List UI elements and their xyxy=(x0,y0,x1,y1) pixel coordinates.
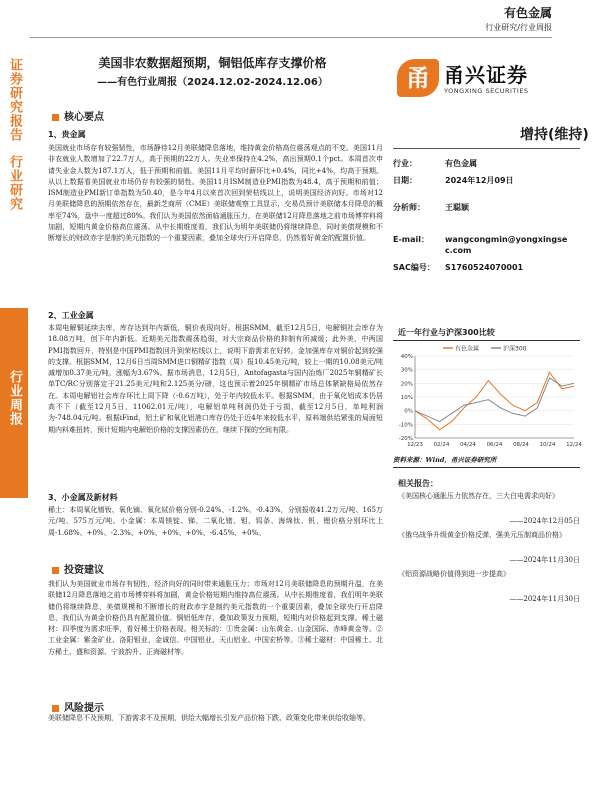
info-sac xyxy=(393,262,523,273)
header-divider xyxy=(30,37,552,38)
section-advice xyxy=(52,561,104,576)
paragraph-industrial: 本周电解铜延续去库，库存达到年内新低，铜价表现向好。根据SMM，截至12月5日，电解铜社会库存为18.08万吨，创下年内新低。近期美元指数震荡趋弱，对大宗商品价格的抑制有所减缓；此外美、中两国PMI指数回升，特别是中国PMI指数回升到荣枯线以上，说明下游需求在好转，金加强库存对铜价起到较强的支撑。根据SMM，12月6日当周SMM进口铜精矿指数（周）报10.45美元/吨，较上一期的10.08美元/吨减增加0.37美元/吨，涨幅为3.67%。据市场消息，12月5日，Antofagasta与国内冶炼厂2025年铜精矿长单TC/RC分别落定于21.25美元/吨和2.125美分/磅，这也预示着2025年铜精矿市场总体紧缺格局依然存在。本周电解铝社会库存环比上周下降（-0.6万吨），处于年内较低水平。根据SMM，由于氧化铝成本仍居高不下（截至12月5日，11062.01元/吨），电解铝单吨利润仍处于亏损，截至12月5日，单吨利润为-748.04元/吨。根据iFind，铝土矿和氧化铝港口库存仍处于近4年来较低水平，原料端供给紧张的局面短期内料难扭转，预计短期内电解铝价格的支撑因素仍在，继续下探的空间有限。 xyxy=(48,324,383,434)
info-industry-label: 行业： xyxy=(393,159,417,168)
x-tick-label: 12/24 xyxy=(566,442,582,448)
performance-chart xyxy=(393,342,580,452)
info-email-label: E-mail： xyxy=(393,235,430,244)
logo-mark-icon: 甬 xyxy=(397,59,439,97)
x-tick-label: 04/24 xyxy=(460,442,476,448)
report-subtitle: ——有色行业周报（2024.12.02-2024.12.06） xyxy=(97,77,328,88)
paragraph-advice: 我们认为美国就业市场存有韧性，经济向好的同时带来通胀压力；市场对12月美联储降息的预期升温，在美联储12月降息落地之前市场博弈料将加剧，黄金价格短期内维持高位震荡。从中长期维度看，我们明年美联储仍将继续降息，美债规模和不断增长的财政赤字是制约美元指数的一个重要因素，叠加全球央行开启降息，我们认为黄金价格仍具有配置价值。铜铝低库存，叠加政策发力预期，短期内对价格起到支撑。稀土磁材：四季度为需求旺季，看好稀土价格表现。相关标的：①贵金属：山东黄金、山金国际、赤峰黄金等。②工业金属：紫金矿业、洛阳钼业、金诚信、中国铝业、天山铝业、中国宏桥等。③稀土磁材：中国稀土、北方稀土、盛和资源、宁波韵升、正海磁材等。 xyxy=(48,580,383,656)
y-tick-label: 30% xyxy=(400,367,413,374)
y-tick-label: -20% xyxy=(398,436,413,442)
chart-top-rule xyxy=(393,340,580,341)
section-core xyxy=(52,108,104,123)
info-industry-value: 有色金属 xyxy=(445,159,477,168)
sidebar-label-industry: 行业研究 xyxy=(7,155,22,211)
info-email xyxy=(393,234,567,245)
series-line xyxy=(415,378,574,422)
section-risk xyxy=(52,699,104,714)
sidebar-label-weekly: 行业周报 xyxy=(7,370,22,426)
related-item[interactable]: 《俄乌战争升级黄金价格反弹，强美元压制商品价格》 xyxy=(398,531,566,539)
subhead-precious: 1、贵金属 xyxy=(48,130,86,139)
section-advice-label: 投资建议 xyxy=(64,565,104,576)
related-date: ——2024年12月05日 xyxy=(509,517,580,525)
header-category: 行业研究/行业周报 xyxy=(485,23,552,32)
related-item[interactable]: 《美国核心通胀压力依然存在，三大白电需求向好》 xyxy=(398,492,559,500)
related-date: ——2024年11月30日 xyxy=(509,595,580,603)
info-date-value: 2024年12月09日 xyxy=(445,176,514,185)
y-tick-label: 40% xyxy=(400,354,413,360)
info-analyst-value: 王聪颖 xyxy=(445,203,469,212)
info-analyst-label: 分析师： xyxy=(393,203,425,212)
y-tick-label: 10% xyxy=(400,395,413,401)
section-risk-label: 风险提示 xyxy=(64,703,104,714)
rating-divider xyxy=(393,148,580,149)
info-sac-value: S1760524070001 xyxy=(445,263,524,272)
bullet-icon xyxy=(52,705,59,712)
related-title: 相关报告： xyxy=(398,479,438,488)
info-industry xyxy=(393,158,477,169)
x-tick-label: 12/23 xyxy=(407,442,423,448)
paragraph-minor-metals: 稀土：本周氧化镨钕、氧化镝、氧化铽价格分别-0.24%、-1.2%、-0.43%，分别报收41.2万元/吨、165万元/吨、575万元/吨。小金属：本周镁锭、锑、二氧化锗、钼、钨条、海绵钛、钒、锂价格分别环比上周-1.68%、+0%、-2.3%、+0%、+0%、+0%、-6.45%、+0%。 xyxy=(48,506,383,537)
related-date: ——2024年11月30日 xyxy=(509,556,580,564)
x-tick-label: 10/24 xyxy=(539,442,556,448)
paragraph-risk: 美联储降息不及预期，下游需求不及预期，供给大幅增长引发产品价格下跌、政策变化带来供给收缩等。 xyxy=(48,714,370,722)
y-tick-label: 0% xyxy=(404,408,413,415)
x-tick-label: 06/24 xyxy=(486,442,503,448)
section-core-label: 核心要点 xyxy=(64,112,104,123)
subhead-minor-metals: 3、小金属及新材料 xyxy=(48,493,118,502)
header-industry: 有色金属 xyxy=(503,6,552,20)
company-logo xyxy=(397,55,557,105)
subhead-industrial: 2、工业金属 xyxy=(48,311,94,320)
bullet-icon xyxy=(52,567,59,574)
chart-title: 近一年行业与沪深300比较 xyxy=(398,328,495,337)
report-title: 美国非农数据超预期，铜铝低库存支撑价格 xyxy=(98,56,327,70)
y-tick-label: 20% xyxy=(400,381,413,388)
chart-bottom-rule xyxy=(393,467,580,468)
info-date-label: 日期： xyxy=(393,176,417,185)
info-sac-label: SAC编号： xyxy=(393,263,435,272)
paragraph-precious: 美国就业市场存有较强韧性，市场静待12月美联储降息落地，维持黄金价格高位震荡观点的不变。美国11月非农就业人数增加了22.7万人，高于预期的22万人。失业率保持在4.2%，高出预期0.1个pct。本周首次申请失业金人数为187.1万人，低于预期和前值。美国11月平均时薪环比+0.4%，同比+4%，均高于预期。从以上数据看美国就业市场仍存有较强的韧性。美国11月ISM制造业PMI指数为48.4，高于预期和前值；ISM制造业PMI新订单指数为50.40，是今年4月以来首次回到荣枯线以上，说明美国经济向好。市场对12月美联储降息的预期依然存在，最新芝商所（CME）美联储观察工具显示，交易员预计美联储本月降息的概率至74%，盘中一度超过80%。我们认为美国依然面临通胀压力，在美联储12月降息落地之前市场博弈料将加剧，短期内黄金价格高位震荡。从中长期维度看，我们认为明年美联储仍将继续降息，同时美债规模和不断增长的财政赤字是制约美元指数的一个重要因素，叠加全球央行开启降息，仍然看好黄金的配置价值。 xyxy=(48,144,383,243)
y-tick-label: -10% xyxy=(398,422,413,429)
bullet-icon xyxy=(52,114,59,121)
chart-source: 资料来源：Wind，甬兴证券研究所 xyxy=(393,456,497,464)
logo-name-en: YONGXING SECURITIES xyxy=(444,87,529,95)
logo-name-cn: 甬兴证券 xyxy=(444,63,528,87)
legend-label: 有色金属 xyxy=(455,345,480,353)
sidebar xyxy=(0,0,30,800)
rating: 增持(维持) xyxy=(520,127,589,143)
sidebar-label-report: 证券研究报告 xyxy=(7,58,22,142)
related-item[interactable]: 《铝资源战略价值得到进一步提高》 xyxy=(398,570,510,578)
x-tick-label: 08/24 xyxy=(513,442,529,448)
info-email-cont: c.com xyxy=(445,246,472,255)
x-tick-label: 02/24 xyxy=(433,442,450,448)
info-date xyxy=(393,175,514,186)
info-email-value[interactable]: wangcongmin@yongxingse xyxy=(445,235,568,244)
info-analyst xyxy=(393,202,469,213)
legend-label: 沪深300 xyxy=(503,345,527,353)
